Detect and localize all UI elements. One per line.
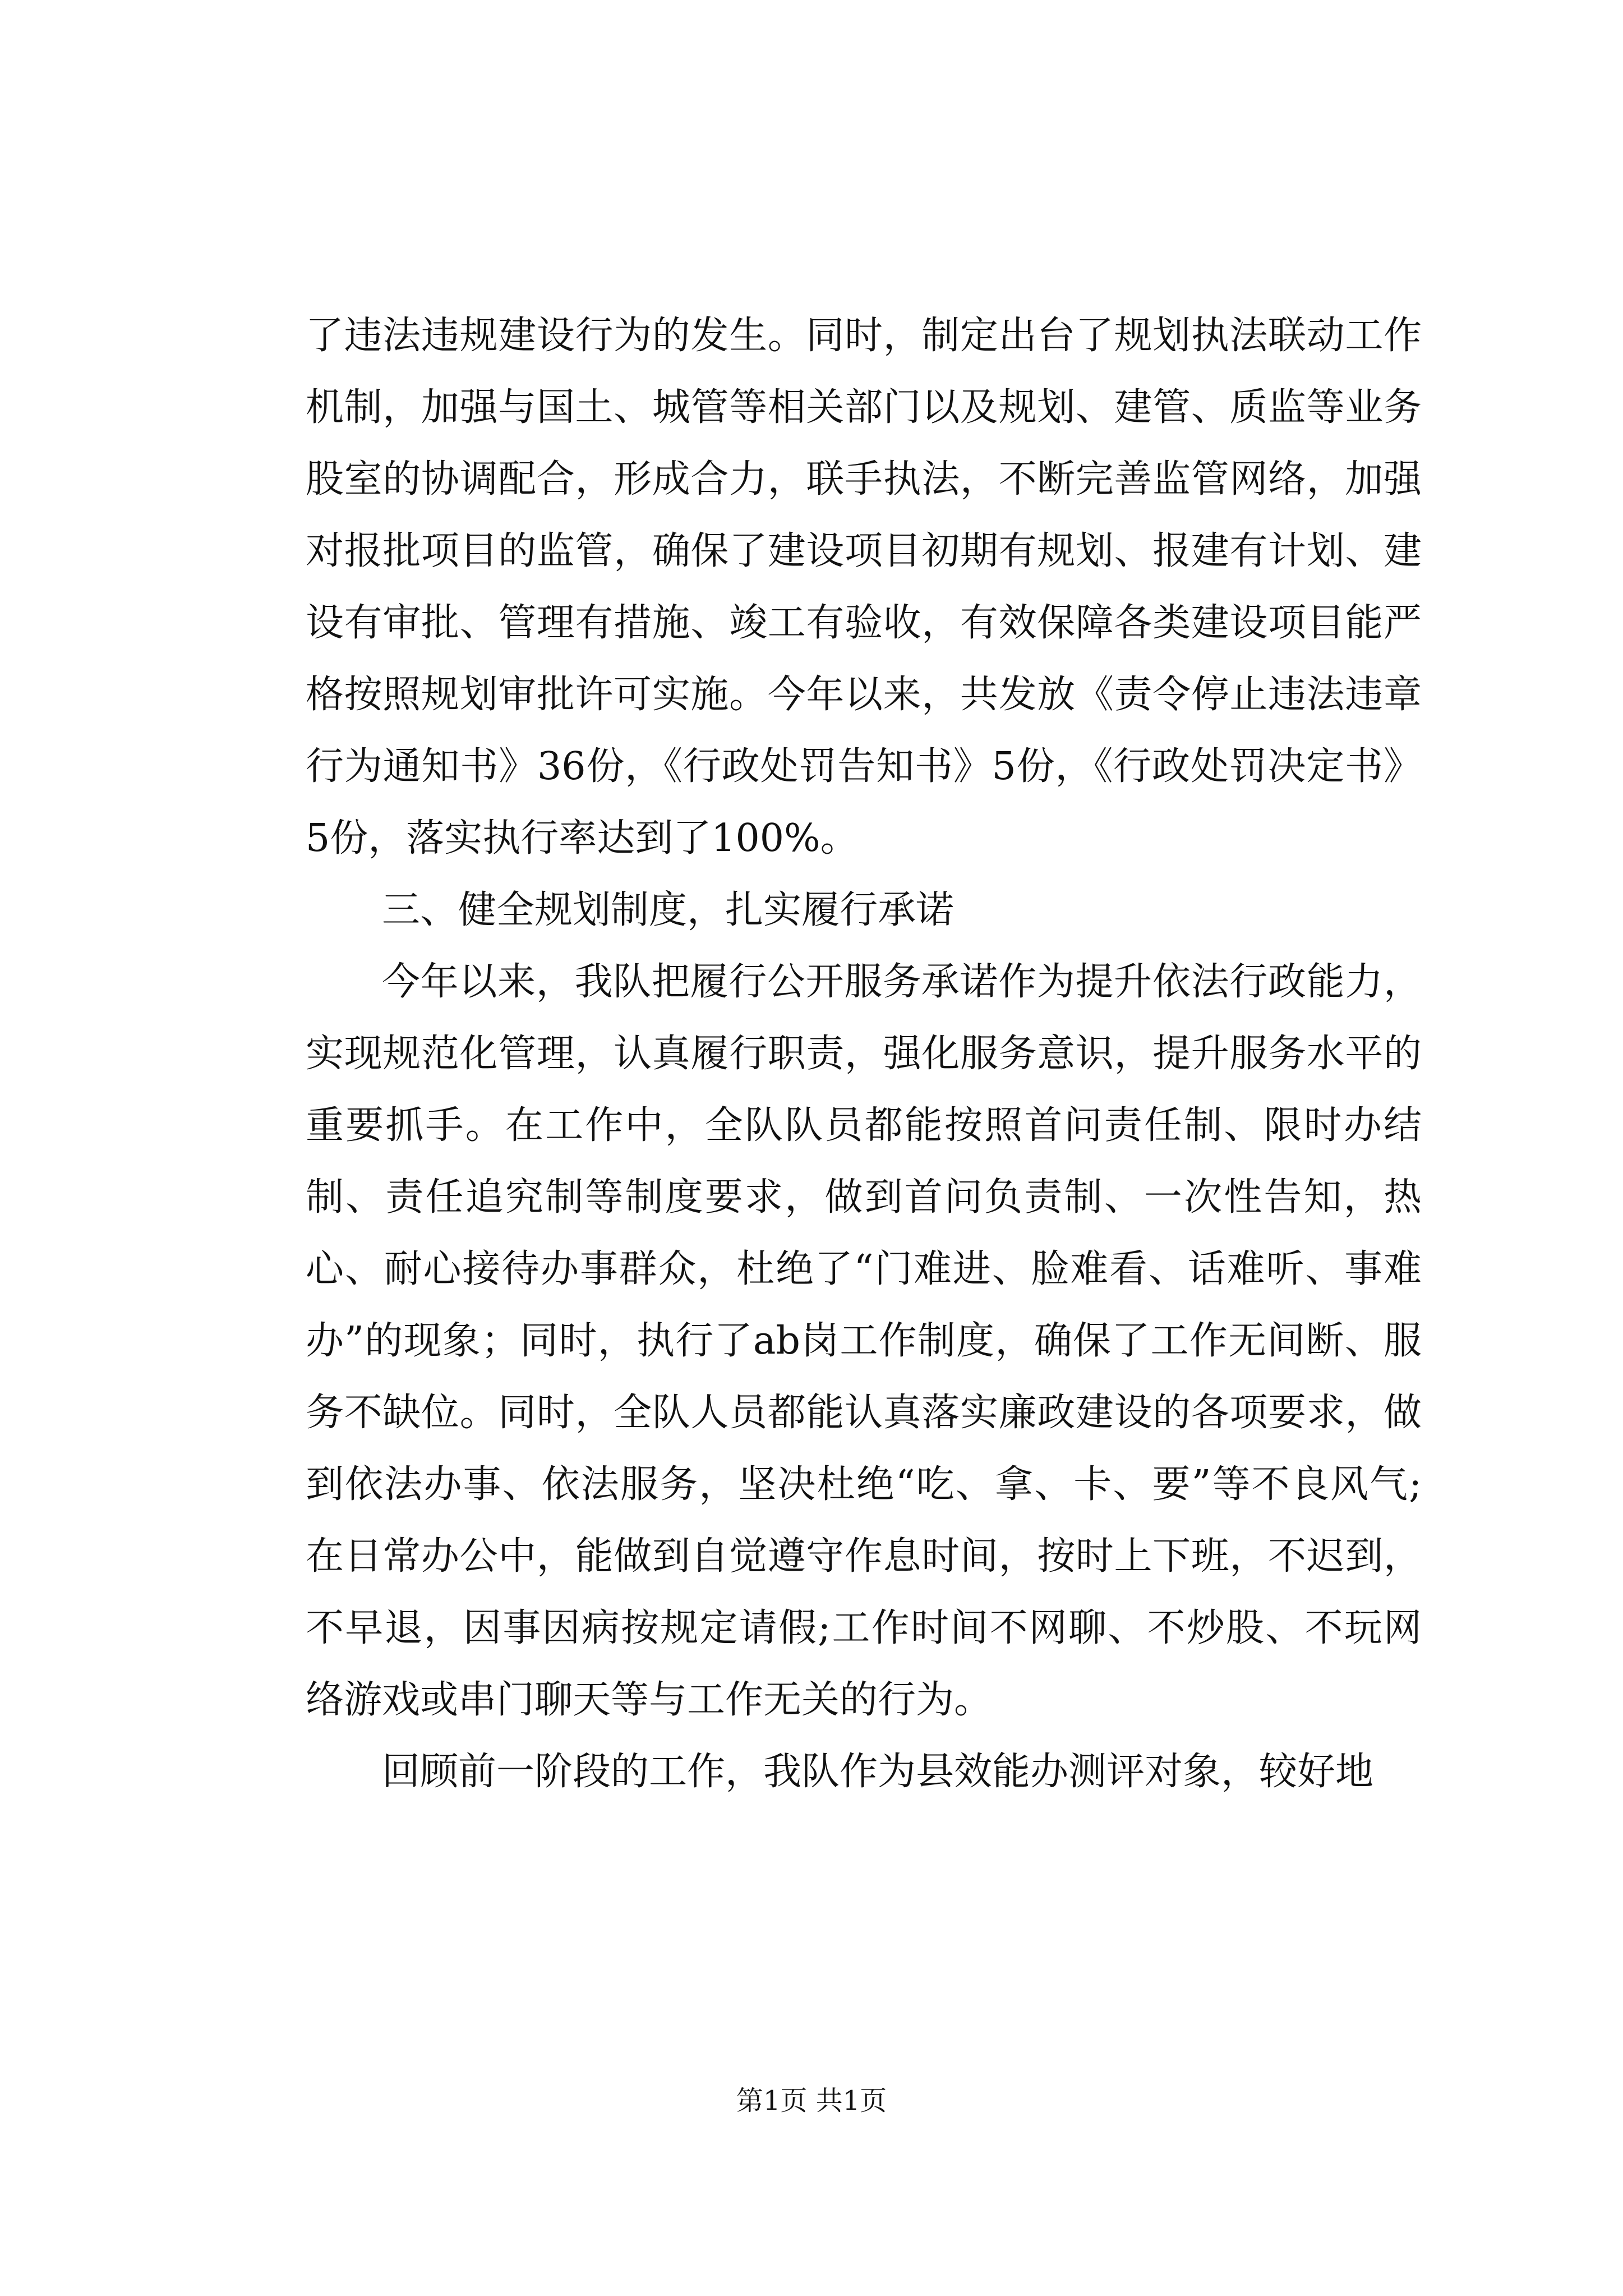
page-footer: 第1页 共1页 bbox=[736, 2085, 887, 2116]
paragraph-service-commitment: 今年以来，我队把履行公开服务承诺作为提升依法行政能力，实现规范化管理，认真履行职责，强化服务意识，提升服务水平的重要抓手。在工作中，全队队员都能按照首问责任制、限时办结制、责任追究制等制度要求，做到首问负责制、一次性告知，热心、耐心接待办事群众，杜绝了“门难进、脸难看、话难听、事难办”的现象；同时，执行了ab岗工作制度，确保了工作无间断、服务不缺位。同时，全队人员都能认真落实廉政建设的各项要求，做到依法办事、依法服务，坚决杜绝“吃、拿、卡、要”等不良风气;在日常办公中，能做到自觉遵守作息时间，按时上下班，不迟到，不早退，因事因病按规定请假;工作时间不网聊、不炒股、不玩网络游戏或串门聊天等与工作无关的行为。 bbox=[306, 960, 1422, 1722]
paragraph-review: 回顾前一阶段的工作，我队作为县效能办测评对象，较好地 bbox=[382, 1750, 1374, 1794]
paragraph-continued: 了违法违规建设行为的发生。同时，制定出台了规划执法联动工作机制，加强与国土、城管等相关部门以及规划、建管、质监等业务股室的协调配合，形成合力，联手执法，不断完善监管网络，加强对报批项目的监管，确保了建设项目初期有规划、报建有计划、建设有审批、管理有措施、竣工有验收，有效保障各类建设项目能严格按照规划审批许可实施。今年以来，共发放《责令停止违法违章行为通知书》36份，《行政处罚告知书》5份，《行政处罚决定书》5份，落实执行率达到了100%。 bbox=[306, 314, 1422, 861]
document-body bbox=[306, 300, 1422, 1808]
section-heading: 三、健全规划制度，扎实履行承诺 bbox=[382, 888, 955, 932]
